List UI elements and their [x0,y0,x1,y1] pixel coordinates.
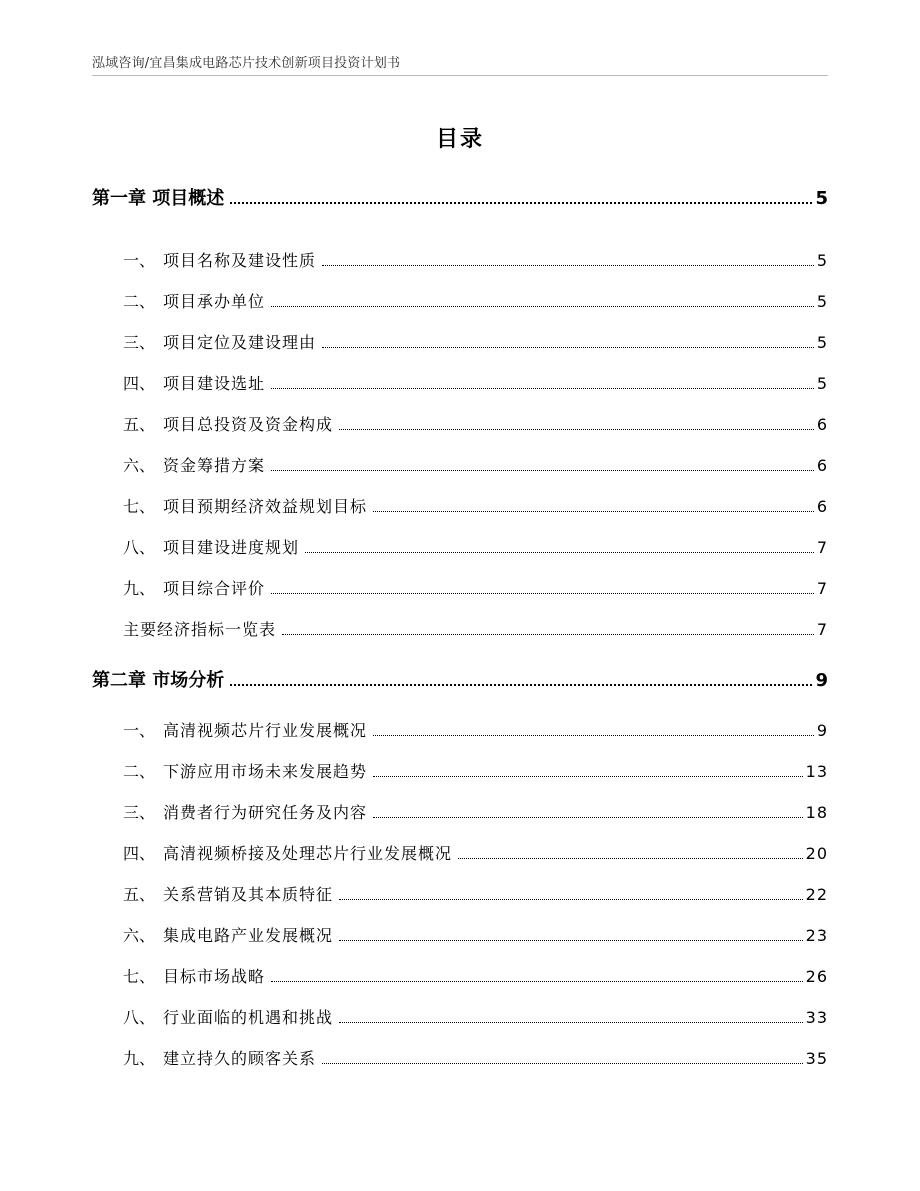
dot-leader [322,347,814,348]
toc-entry[interactable] [92,535,828,558]
toc-entry[interactable] [92,718,828,741]
toc-entry-label: 项目承办单位 [163,292,266,311]
toc-chapter-1[interactable] [92,184,828,210]
dot-leader [230,202,812,204]
toc-entry[interactable] [92,800,828,823]
dot-leader [271,470,814,471]
toc-entry-label: 高清视频芯片行业发展概况 [163,721,368,740]
toc-page-number: 7 [816,620,828,639]
toc-entry-label: 项目定位及建设理由 [163,333,317,352]
toc-page-number: 7 [816,579,828,598]
toc-page-number: 7 [816,538,828,557]
toc-entry-number: 六、 [123,456,156,475]
toc-entry-label: 下游应用市场未来发展趋势 [163,762,368,781]
dot-leader [271,388,814,389]
toc-entry-number: 三、 [123,333,156,352]
toc-entry-label: 目标市场战略 [163,967,266,986]
toc-entry[interactable] [92,330,828,353]
dot-leader [458,858,803,859]
toc-entry-label: 高清视频桥接及处理芯片行业发展概况 [163,844,453,863]
toc-chapter-label: 第一章 项目概述 [92,188,225,209]
toc-entry[interactable] [92,453,828,476]
toc-entry-label: 项目综合评价 [163,579,266,598]
toc-page-number: 5 [815,188,828,209]
toc-entry-label: 关系营销及其本质特征 [163,885,334,904]
toc-entry-label: 建立持久的顾客关系 [163,1049,317,1068]
dot-leader [282,634,814,635]
toc-entry[interactable] [92,759,828,782]
toc-page-number: 6 [816,497,828,516]
toc-chapter-2[interactable] [92,666,828,692]
toc-entry[interactable] [92,1046,828,1069]
toc-entry-label: 主要经济指标一览表 [123,620,277,639]
toc-page-number: 5 [816,292,828,311]
toc-entry-number: 二、 [123,762,156,781]
toc-entry-label: 项目预期经济效益规划目标 [163,497,368,516]
toc-page-number: 5 [816,374,828,393]
toc-entry-label: 项目名称及建设性质 [163,251,317,270]
toc-entry[interactable] [92,576,828,599]
dot-leader [339,899,803,900]
toc-entry-label: 行业面临的机遇和挑战 [163,1008,334,1027]
dot-leader [271,306,814,307]
toc-entry-label: 项目总投资及资金构成 [163,415,334,434]
toc-entry[interactable] [92,248,828,271]
dot-leader [373,817,803,818]
dot-leader [322,1063,803,1064]
dot-leader [373,735,814,736]
toc-entry[interactable] [92,1005,828,1028]
toc-entry-number: 五、 [123,885,156,904]
toc-entry[interactable] [92,412,828,435]
toc-entry-number: 七、 [123,967,156,986]
toc-chapter-label: 第二章 市场分析 [92,670,225,691]
toc-page-number: 6 [816,415,828,434]
toc-page-number: 5 [816,251,828,270]
dot-leader [339,429,814,430]
dot-leader [339,1022,803,1023]
toc-entry-number: 四、 [123,374,156,393]
toc-entry-number: 六、 [123,926,156,945]
dot-leader [322,265,814,266]
toc-page-number: 35 [805,1049,828,1068]
toc-page-number: 20 [805,844,828,863]
toc-entry-number: 一、 [123,251,156,270]
toc-page-number: 23 [805,926,828,945]
toc-entry-label: 消费者行为研究任务及内容 [163,803,368,822]
toc-entry[interactable] [92,494,828,517]
toc-title: 目录 [435,127,484,152]
dot-leader [339,940,803,941]
toc-entry[interactable] [92,882,828,905]
toc-page-number: 9 [815,670,828,691]
toc-entry-label: 资金筹措方案 [163,456,266,475]
toc-entry-number: 八、 [123,1008,156,1027]
toc-entry-number: 八、 [123,538,156,557]
toc-entry-number: 一、 [123,721,156,740]
dot-leader [230,684,812,686]
toc-page-number: 6 [816,456,828,475]
toc-entry[interactable] [92,371,828,394]
dot-leader [373,776,803,777]
page-header: 泓域咨询/宜昌集成电路芯片技术创新项目投资计划书 [92,56,401,71]
toc-entry-number: 七、 [123,497,156,516]
header-divider [92,75,828,76]
toc-page-number: 33 [805,1008,828,1027]
dot-leader [305,552,814,553]
toc-entry[interactable] [92,289,828,312]
toc-entry[interactable] [92,923,828,946]
toc-page-number: 26 [805,967,828,986]
toc-page-number: 9 [816,721,828,740]
toc-entry-label: 项目建设选址 [163,374,266,393]
toc-page-number: 22 [805,885,828,904]
dot-leader [271,593,814,594]
toc-entry-label: 集成电路产业发展概况 [163,926,334,945]
toc-entry-number: 九、 [123,1049,156,1068]
toc-entry-label: 项目建设进度规划 [163,538,300,557]
dot-leader [271,981,803,982]
toc-entry-number: 三、 [123,803,156,822]
toc-page-number: 5 [816,333,828,352]
toc-entry[interactable] [92,617,828,640]
toc-page-number: 18 [805,803,828,822]
toc-entry[interactable] [92,964,828,987]
dot-leader [373,511,814,512]
toc-entry[interactable] [92,841,828,864]
toc-entry-number: 九、 [123,579,156,598]
toc-page-number: 13 [805,762,828,781]
toc-entry-number: 二、 [123,292,156,311]
toc-entry-number: 四、 [123,844,156,863]
toc-entry-number: 五、 [123,415,156,434]
